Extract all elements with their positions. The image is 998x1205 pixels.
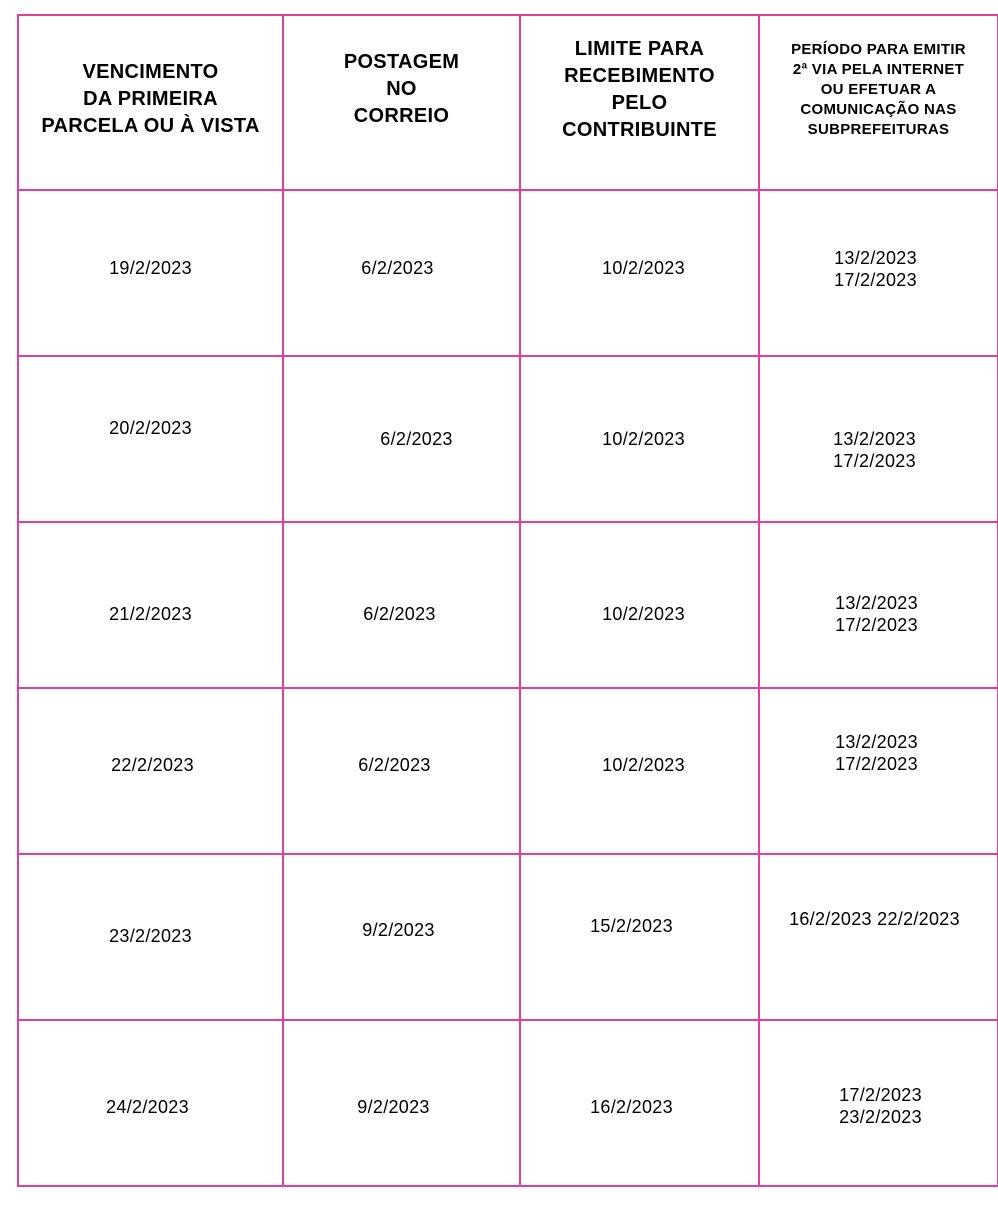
table-row	[18, 688, 998, 854]
header-cell-mail-posting: POSTAGEM NO CORREIO	[283, 15, 520, 190]
header-cell-second-copy-period: PERÍODO PARA EMITIR 2ª VIA PELA INTERNET OU EFETUAR A COMUNICAÇÃO NAS SUBPREFEITURAS	[759, 15, 998, 190]
due-date-cell: 19/2/2023	[18, 190, 283, 356]
receipt-limit-cell: 16/2/2023	[520, 1020, 759, 1186]
header-cell-due-date: VENCIMENTO DA PRIMEIRA PARCELA OU À VISTA	[18, 15, 283, 190]
due-dates-table	[17, 14, 998, 1187]
receipt-limit-cell: 10/2/2023	[520, 356, 759, 522]
second-copy-period-cell: 13/2/2023 17/2/2023	[759, 688, 998, 854]
header-row	[18, 15, 998, 190]
second-copy-period-cell: 13/2/2023 17/2/2023	[759, 190, 998, 356]
due-date-cell: 24/2/2023	[18, 1020, 283, 1186]
receipt-limit-cell: 10/2/2023	[520, 688, 759, 854]
due-date-cell: 20/2/2023	[18, 356, 283, 522]
table-row	[18, 1020, 998, 1186]
second-copy-period-cell: 17/2/2023 23/2/2023	[759, 1020, 998, 1186]
table-row	[18, 190, 998, 356]
mail-posting-cell: 6/2/2023	[283, 190, 520, 356]
mail-posting-cell: 6/2/2023	[283, 522, 520, 688]
second-copy-period-cell: 13/2/2023 17/2/2023	[759, 522, 998, 688]
receipt-limit-cell: 10/2/2023	[520, 522, 759, 688]
table-row	[18, 522, 998, 688]
due-date-cell: 21/2/2023	[18, 522, 283, 688]
table-row	[18, 356, 998, 522]
due-date-cell: 22/2/2023	[18, 688, 283, 854]
receipt-limit-cell: 15/2/2023	[520, 854, 759, 1020]
mail-posting-cell: 9/2/2023	[283, 854, 520, 1020]
mail-posting-cell: 9/2/2023	[283, 1020, 520, 1186]
due-date-cell: 23/2/2023	[18, 854, 283, 1020]
second-copy-period-cell: 16/2/2023 22/2/2023	[759, 854, 998, 1020]
mail-posting-cell: 6/2/2023	[283, 688, 520, 854]
second-copy-period-cell: 13/2/2023 17/2/2023	[759, 356, 998, 522]
receipt-limit-cell: 10/2/2023	[520, 190, 759, 356]
header-cell-receipt-limit: LIMITE PARA RECEBIMENTO PELO CONTRIBUINTE	[520, 15, 759, 190]
table-row	[18, 854, 998, 1020]
mail-posting-cell: 6/2/2023	[283, 356, 520, 522]
